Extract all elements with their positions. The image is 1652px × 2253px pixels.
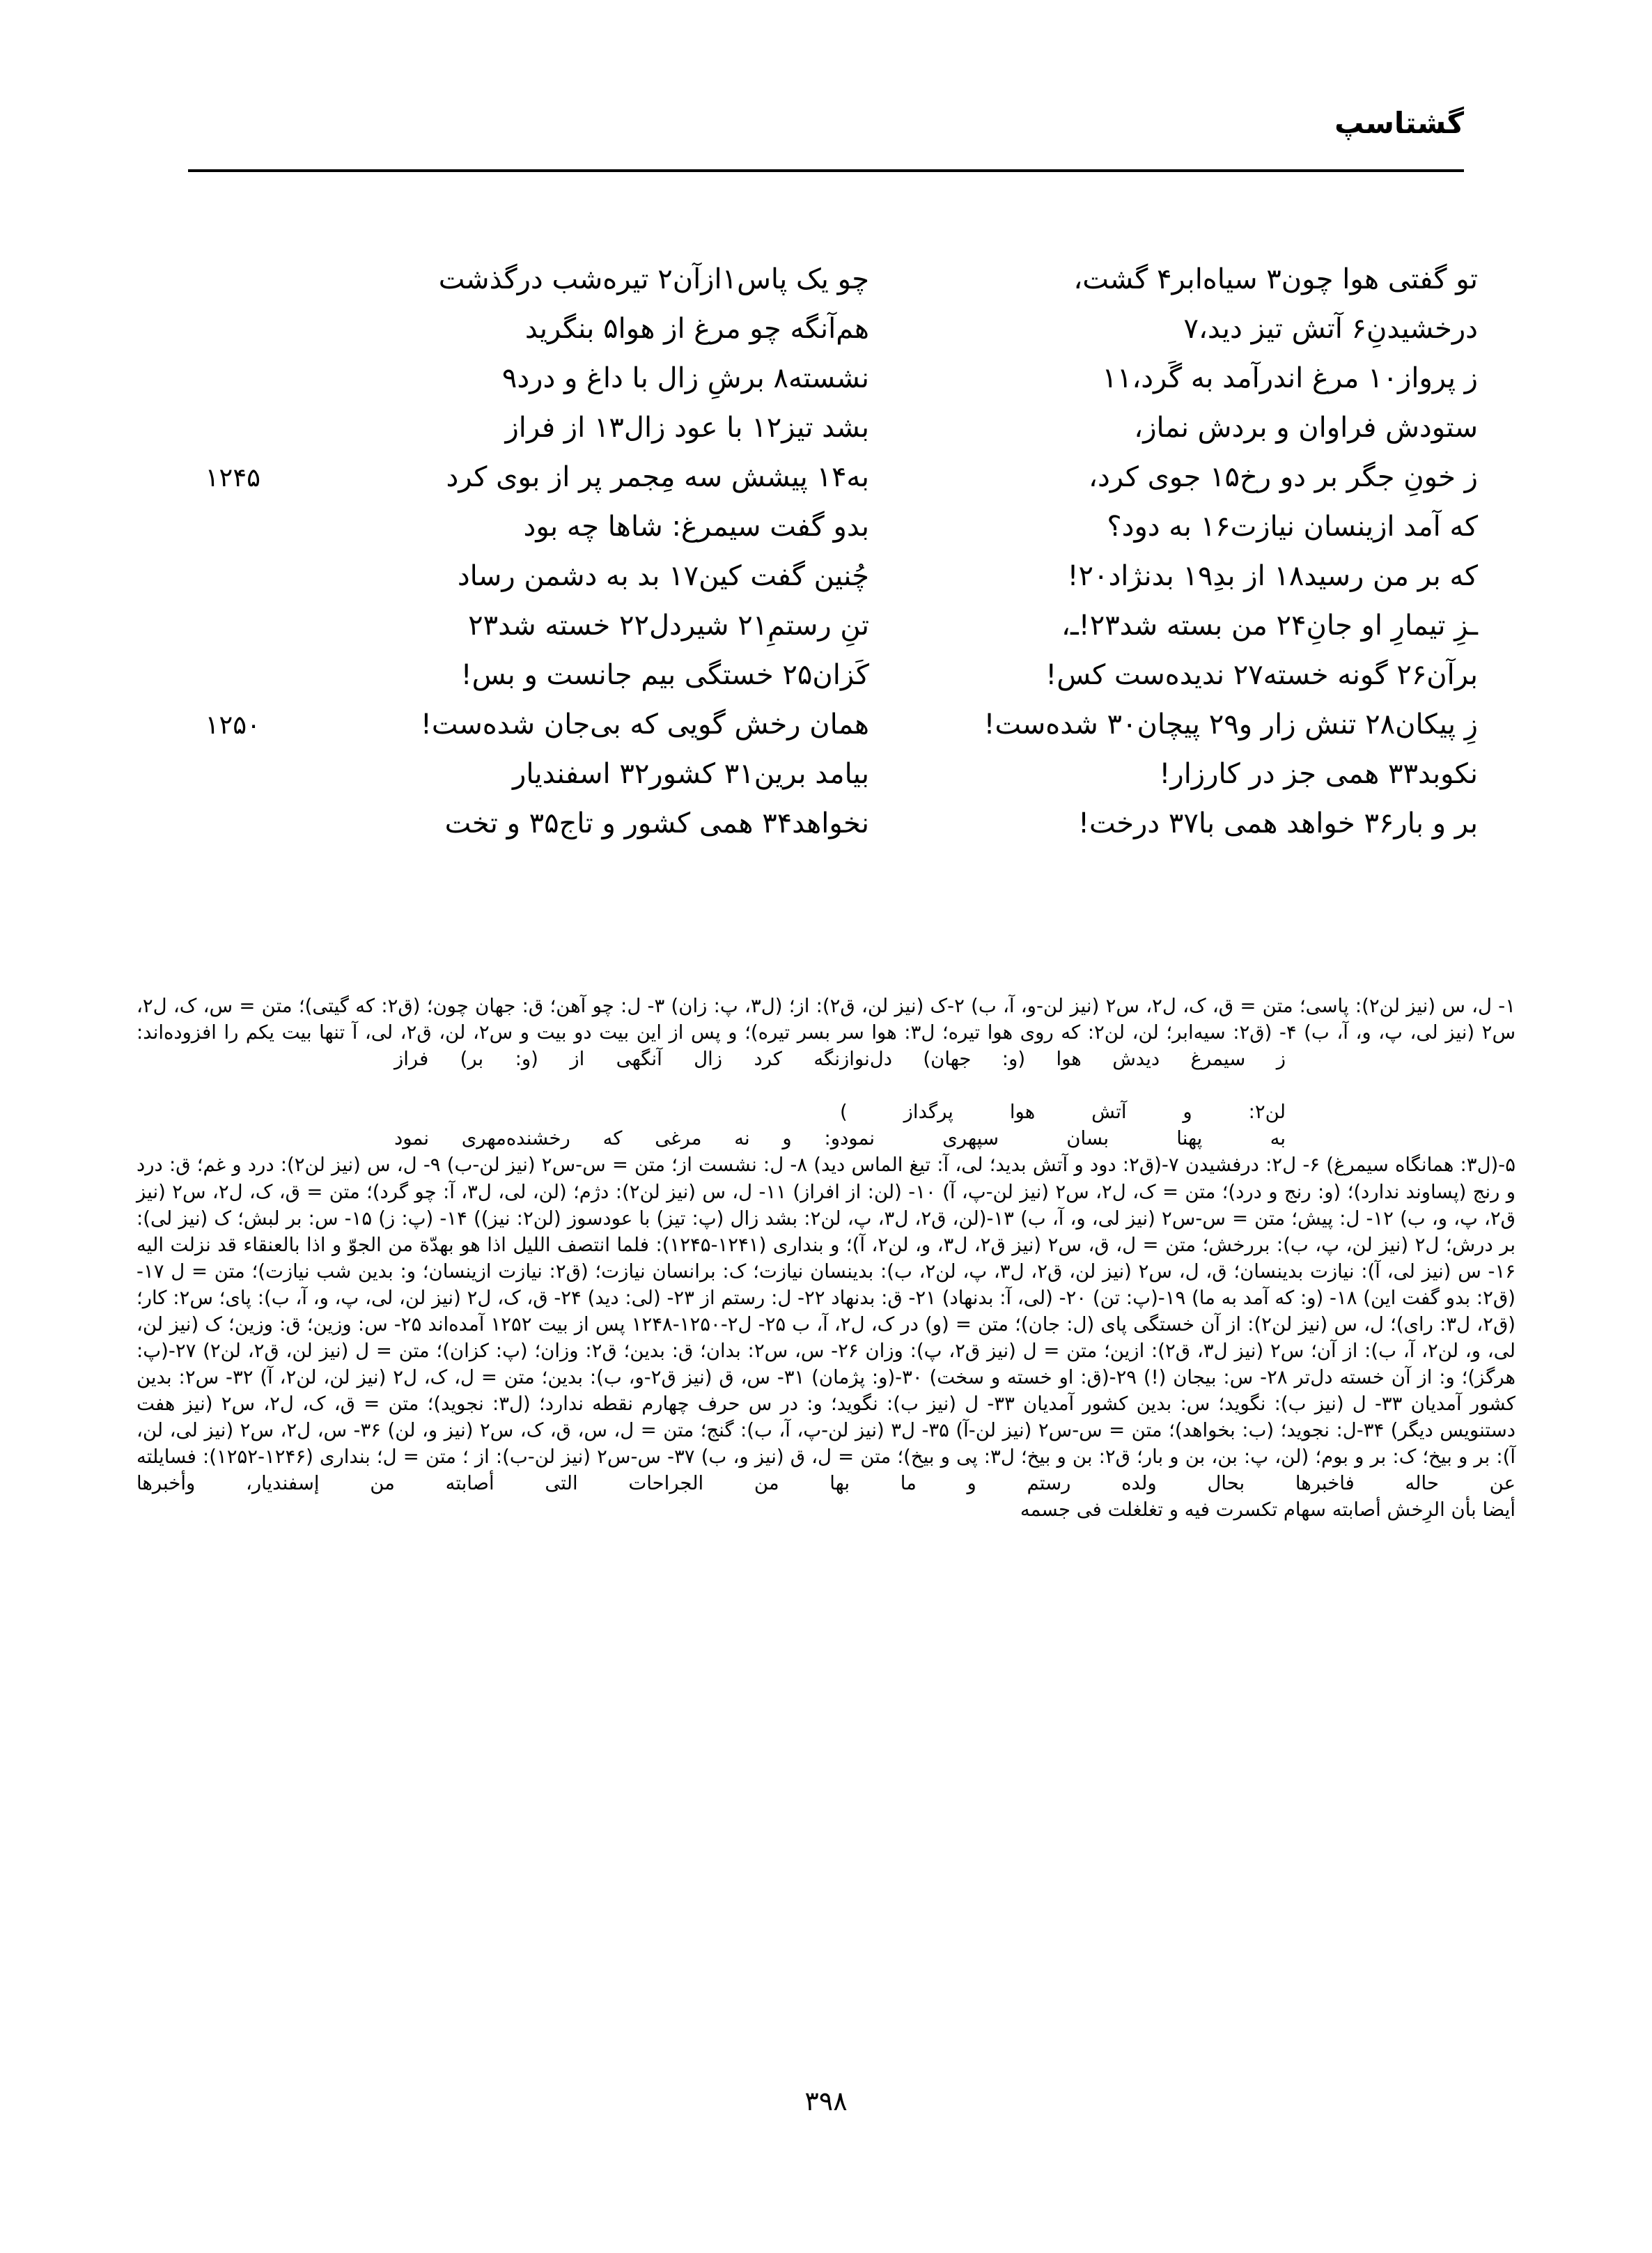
quoted-hemistich-left: لن۲: و آتش هوا پرگداز ) [840,1101,1286,1124]
running-head [188,104,1464,155]
hemistich-left: که آمد ازینسان نیازت۱۶ به دود؟ [1107,511,1478,543]
hemistich-left: ز خونِ جگر بر دو رخ۱۵ جوی کرد، [1089,461,1478,493]
hemistich-right: چو یک پاس۱ازآن۲ تیره‌شب درگذشت [438,263,869,295]
hemistich-right: به۱۴ پیشش سه مِجمر پر از بوی کرد [446,461,869,493]
hemistich-right: کَزان۲۵ خستگی بیم جانست و بس! [460,659,869,691]
verse-number: ۱۲۴۵ [205,463,260,493]
verse-block [174,265,1478,858]
quoted-verses-block [137,1046,1515,1152]
quoted-hemistich-left: ز سیمرغ دیدش هوا (و: جهان) دل‌نواز [840,1048,1286,1071]
hemistich-right: نخواهد۳۴ همی کشور و تاج۳۵ و تخت [444,807,869,839]
hemistich-left: برآن۲۶ گونه خسته۲۷ ندیده‌ست کس! [1045,659,1478,691]
hemistich-right: تنِ رستمِ۲۱ شیردل۲۲ خسته شد۲۳ [468,610,869,642]
verse-row [174,759,1478,809]
verse-row [174,809,1478,858]
hemistich-left: نکوبد۳۳ همی جز در کارزار! [1159,758,1478,790]
hemistich-left: بر و بار۳۶ خواهد همی با۳۷ درخت! [1077,807,1478,839]
hemistich-right: همان رخش گویی که بی‌جان شده‌ست! [420,709,869,741]
verse-row [174,463,1478,512]
quoted-verse-row [137,1125,1286,1152]
quoted-hemistich-right: و: و نه مرغی که رخشنده‌مهری نمود [394,1127,840,1150]
verse-row [174,512,1478,562]
hemistich-right: هم‌آنگه چو مرغ از هوا۵ بنگرید [524,313,869,345]
quoted-hemistich-left: به پهنا بسان سپهری نمود [840,1127,1286,1150]
verse-row [174,562,1478,611]
apparatus-paragraph-2: ۵-(ل۳: همانگاه سیمرغ) ۶- ل۲: درفشیدن ۷-(ق۲: دود و آتش بدید؛ لی، آ: تیغ الماس دید) ۸- ل: نشست از؛ متن = س-س۲ (نیز لن-ب) ۹- ل، س (نیز لن۲): درد و غم؛ ق: درد و رنج (پساوند ندارد)؛ (و: رنج و درد)؛ متن = ک، ل۲، س۲ (نیز لن-پ، آ) ۱۰- (لن: از افراز) ۱۱- ل، س (نیز لن۲): دژم؛ (لن، لی، ل۳، آ: چو گرد)؛ متن = ق، ک، ل۲، س۲ (نیز ق۲، پ، و، ب) ۱۲- ل: پیش؛ متن = س-س۲ (نیز لی، و، آ، ب) ۱۳-(لن، ق۲، ل۳، پ، لن۲: بشد زال (پ: تیز) با عودسوز (لن۲: نیز)) ۱۴- (پ: ز) ۱۵- س: بر لبش؛ ک (نیز لی): بر درش؛ ل۲ (نیز لن، پ، ب): بررخش؛ متن = ل، ق، س۲ (نیز ق۲، ل۳، و، لن۲، آ)؛ و بنداری (۱۲۴۱-۱۲۴۵): فلما انتصف اللیل اذا هو بهدّة من الجوّ و اذا بالعنقاء قد نزلت الیه ۱۶- س (نیز لی، آ): نیازت بدینسان؛ ق، ل، س۲ (نیز لن، ق۲، ل۳، پ، لن۲، ب): بدینسان نیازت؛ ک: برانسان نیازت؛ (ق۲: نیازت ازینسان؛ و: بدین شب نیازت)؛ متن = ل ۱۷-(ق۲: بدو گفت این) ۱۸- (و: که آمد به ما) ۱۹-(پ: تن) ۲۰- (لی، آ: بدنهاد) ۲۱- ق: بدنهاد ۲۲- ل: رستم از ۲۳- (لی: دید) ۲۴- ق، ک، ل۲ (نیز لن، لی، پ، و، آ، ب): پای؛ س۲: کار؛ (ق۲، ل۳: رای)؛ ل، س (نیز لن۲): از آن خستگی پای (ل: جان)؛ متن = (و) در ک، ل۲، آ، ب ۲۵- ل۲-۱۲۵۰-۱۲۴۸ پس از بیت ۱۲۵۲ آمده‌اند ۲۵- س: وزین؛ ق: وزین؛ ک (نیز لن، لی، و، لن۲، آ، ب): از آن؛ س۲ (نیز ل۳، ق۲): ازین؛ متن = ل (نیز ق۲، پ): وزان ۲۶- س، س۲: بدان؛ ق: بدین؛ ق۲: وزان؛ (پ: کزان)؛ متن = ل (نیز لن، ق۲، لن۲) ۲۷-(پ: هرگز)؛ و: از آن خسته دل‌تر ۲۸- س: بیجان (!) ۲۹-(ق: او خسته و سخت) ۳۰-(و: پژمان) ۳۱- س، ق (نیز ق۲-و، ب): بدین؛ متن = ل، ک، ل۲ (نیز لن، لن۲، آ) ۳۲- س۲: بدین کشور آمدیان ۳۳- ل (نیز ب): نگوید؛ س: بدین کشور آمدیان ۳۳- ل (نیز ب): نگوید؛ و: در س حرف چهارم نقطه ندارد؛ (ل۳: نجوید)؛ متن = ق، ک، ل۲، س۲ (نیز هفت دستنویس دیگر) ۳۴-ل: نجوید؛ (ب: بخواهد)؛ متن = س-س۲ (نیز لن-آ) ۳۵- ل۳ (نیز لن-پ، آ، ب): گنج؛ متن = ل، س، ق، ک، س۲ (نیز و، لن) ۳۶- س، ل۲، س۲ (نیز لی، لن، آ): بر و بیخ؛ ک: بر و بوم؛ (لن، پ: بن، بن و بار؛ ق۲: بن و بیخ؛ ل۳: پی و بیخ)؛ متن = ل، ق (نیز و، ب) ۳۷- س-س۲ (نیز لن-ب): از ؛ متن = ل؛ بنداری (۱۲۴۶-۱۲۵۲): فسایلته عن حاله فاخبرها بحال ولده رستم و ما بها من الجراحات التی أصابته من إسفندیار، وأخبرها [137,1154,1516,1495]
verse-row [174,710,1478,759]
verse-row [174,611,1478,660]
hemistich-left: تو گفتی هوا چون۳ سیاه‌ابر۴ گشت، [1073,263,1478,295]
running-head-title: گشتاسپ [1334,106,1464,140]
header-rule [188,169,1464,172]
hemistich-left: درخشیدنِ۶ آتش تیز دید،۷ [1183,313,1478,345]
apparatus-paragraph-1: ۱- ل، س (نیز لن۲): پاسی؛ متن = ق، ک، ل۲، س۲ (نیز لن-و، آ، ب) ۲-ک (نیز لن، ق۲): از؛ (ل۳، پ: زان) ۳- ل: چو آهن؛ ق: جهان چون؛ (ق۲: که گیتی)؛ متن = س، ک، ل۲، س۲ (نیز لی، پ، و، آ، ب) ۴- (ق۲: سیه‌ابر؛ لن، لن۲: که روی هوا تیره؛ ل۳: هوا سر بسر تیره)؛ و پس از این بیت دو بیت و س۲، لن، ق۲، لی، آ تنها بیت یکم را افزوده‌اند: [137,995,1516,1044]
hemistich-right: چُنین گفت کین۱۷ بد به دشمن رساد [457,560,869,592]
quoted-verse-row [137,1099,1286,1125]
quoted-hemistich-right: نگه کرد زال آنگهی از (و: بر) فراز [394,1048,840,1071]
verse-row [174,364,1478,413]
hemistich-right: بشد تیز۱۲ با عود زال۱۳ از فراز [505,412,869,444]
hemistich-left: ز پرواز۱۰ مرغ اندرآمد به گَرد،۱۱ [1102,362,1478,394]
hemistich-left: ستودش فراوان و بردش نماز، [1134,412,1478,444]
hemistich-right: بیامد برین۳۱ کشور۳۲ اسفندیار [513,758,869,790]
quoted-verse-row [137,1072,1286,1099]
verse-number: ۱۲۵۰ [205,710,260,740]
apparatus-arabic-tail: أیضا بأن الرِخش أصابته سهام تکسرت فیه و تغلغلت فی جسمه [1020,1499,1515,1522]
verse-row [174,265,1478,314]
hemistich-left: که بر من رسید۱۸ از بدِ۱۹ بدنژاد۲۰! [1067,560,1478,592]
verse-row [174,660,1478,710]
hemistich-left: زِ پیکان۲۸ تنش زار و۲۹ پیچان۳۰ شده‌ست! [983,709,1478,741]
verse-row [174,314,1478,364]
hemistich-right: نشسته۸ برشِ زال با داغ و درد۹ [501,362,869,394]
hemistich-left: ـزِ تیمارِ او جانِ۲۴ من بسته شد۲۳!ـ، [1061,610,1478,642]
verse-row [174,413,1478,463]
quoted-verse-row [137,1046,1286,1072]
critical-apparatus [137,993,1515,1524]
hemistich-right: بدو گفت سیمرغ: شاها چه بود [523,511,869,543]
folio-number: ۳۹۸ [804,2086,848,2116]
